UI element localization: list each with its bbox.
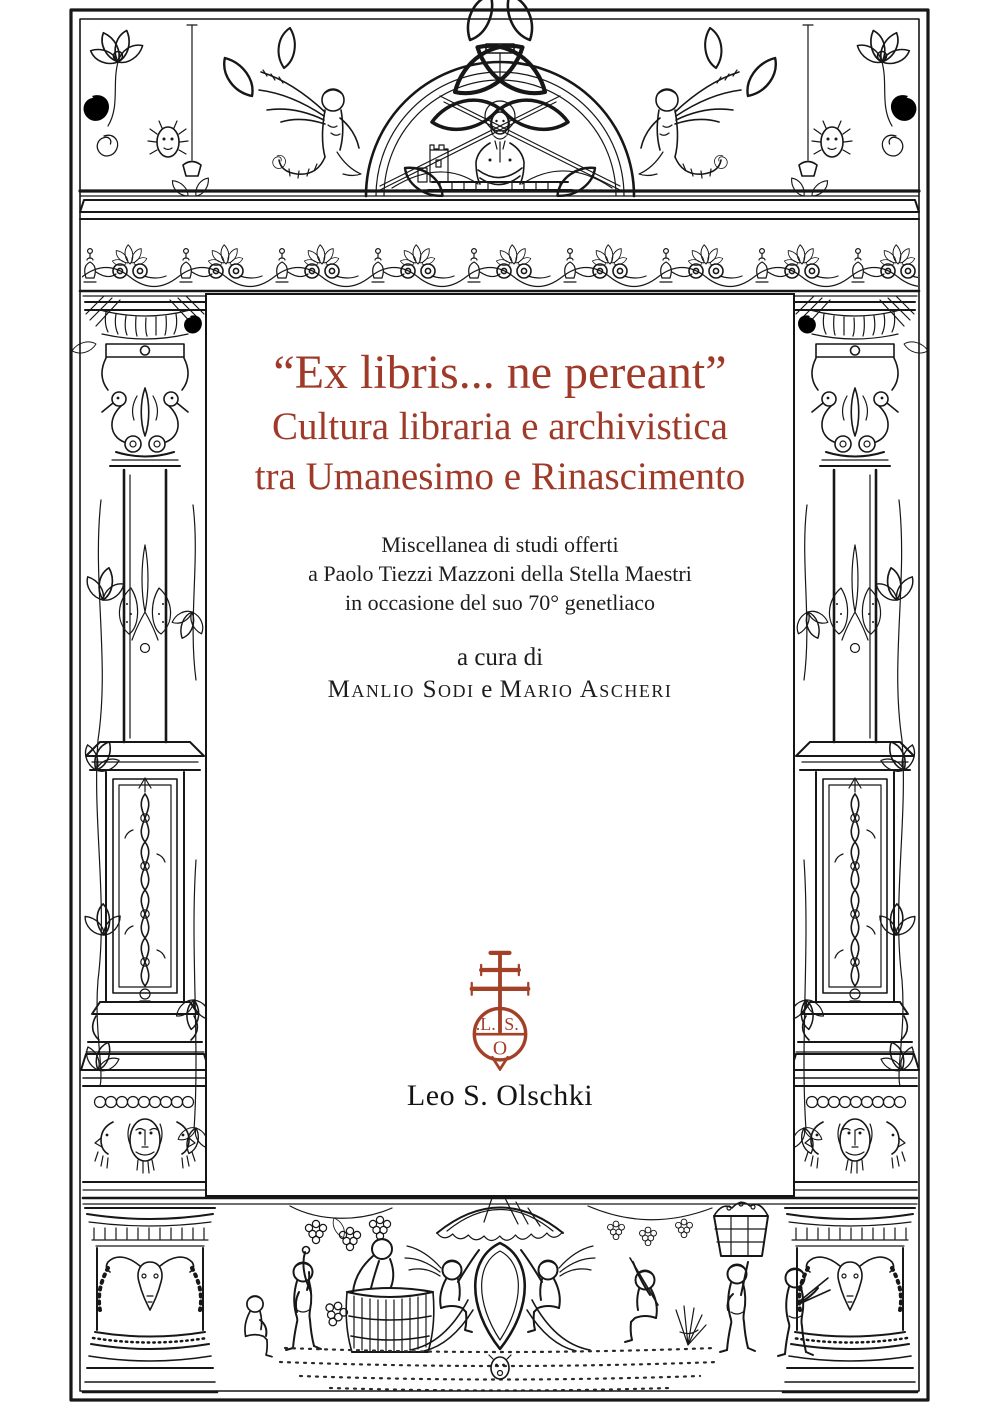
editor-name-2: Mario Ascheri <box>499 676 673 704</box>
wine-tub <box>321 1288 434 1352</box>
editors-label: a cura di <box>456 644 544 672</box>
empty-shield <box>475 1243 525 1349</box>
putto-crouching <box>245 1296 272 1357</box>
left-column <box>71 296 214 1190</box>
candelabrum-left <box>170 25 213 200</box>
grotesque-mask-icon <box>489 1355 511 1379</box>
editors-conjunction: e <box>474 676 500 704</box>
logo-monogram-bottom: O <box>492 1038 508 1061</box>
lion-mask-right-icon <box>812 121 852 157</box>
grape-garland-left <box>290 1206 392 1251</box>
winged-sphinx-left <box>259 70 361 178</box>
dedication-line3: in occasione del suo 70° genetliaco <box>345 590 655 616</box>
palmette-frieze <box>82 220 918 290</box>
olschki-cross-logo-icon <box>452 946 548 1071</box>
right-column <box>786 296 929 1190</box>
putto-flute-player <box>778 1269 830 1357</box>
top-ornament-panel <box>84 0 917 204</box>
bearded-figure <box>476 101 524 185</box>
corner-flower-right <box>854 29 912 156</box>
entablature <box>80 191 919 291</box>
putto-with-club <box>286 1247 321 1351</box>
putto-with-basket <box>714 1202 768 1352</box>
putto-treading-grapes <box>353 1239 393 1292</box>
winged-sphinx-right <box>639 70 741 178</box>
title-panel <box>205 293 795 1197</box>
logo-monogram-right: S. <box>504 1014 519 1035</box>
dedication-line2: a Paolo Tiezzi Mazzoni della Stella Maestri <box>308 561 692 587</box>
book-title: “Ex libris... ne pereant” <box>273 346 727 399</box>
lion-mask-left-icon <box>148 121 188 157</box>
grape-garland-right <box>588 1206 712 1246</box>
dedication-line1: Miscellanea di studi offerti <box>381 532 619 558</box>
publisher-logo <box>452 946 548 1071</box>
bucranium-pedestal-left <box>83 1208 217 1392</box>
logo-monogram-left: .L. <box>475 1014 496 1035</box>
candelabrum-right <box>788 25 831 200</box>
editor-name-1: Manlio Sodi <box>327 676 475 704</box>
publisher-name: Leo S. Olschki <box>406 1079 594 1113</box>
winged-putto-right <box>521 1246 595 1332</box>
book-subtitle-line2: tra Umanesimo e Rinascimento <box>254 455 746 499</box>
corner-flower-left <box>88 29 146 156</box>
ground-stipple <box>280 1348 718 1391</box>
tomb-edge <box>428 182 572 190</box>
book-subtitle-line1: Cultura libraria e archivistica <box>272 405 728 449</box>
editors-names <box>207 676 793 704</box>
putto-with-rod <box>625 1258 706 1345</box>
bacchanal-frieze <box>83 1177 917 1392</box>
